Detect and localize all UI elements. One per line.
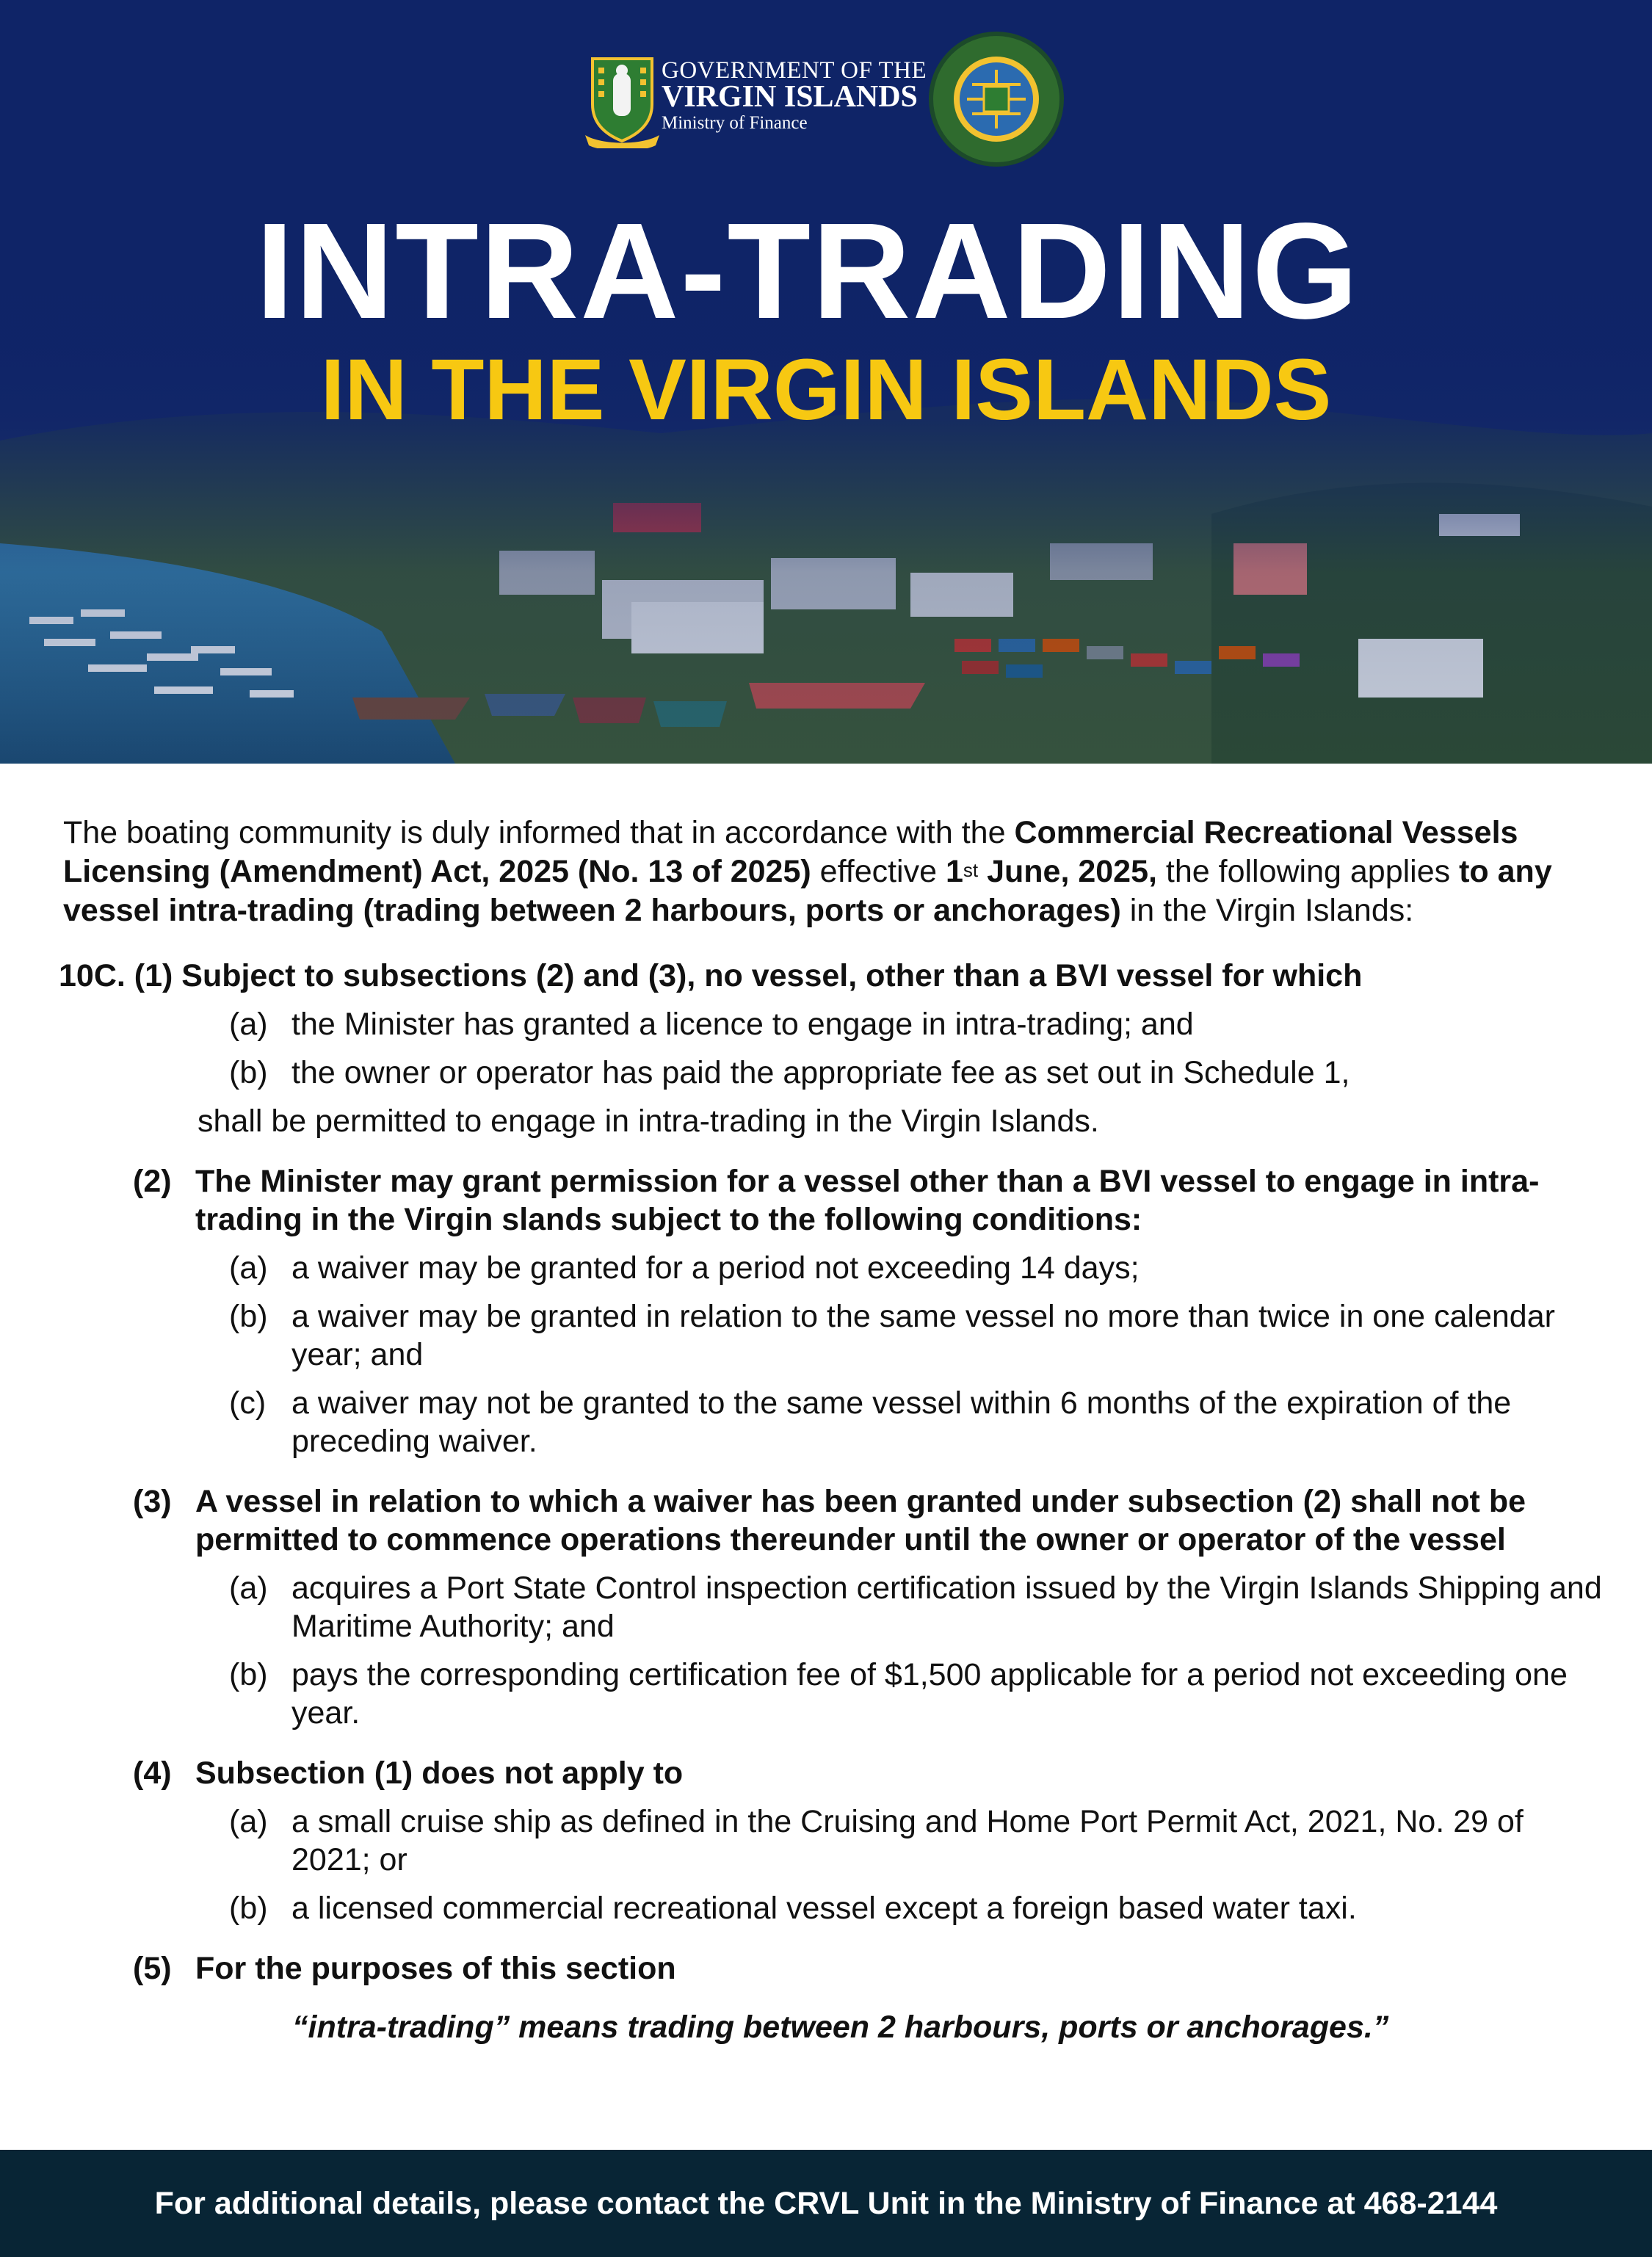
item-text: the Minister has granted a licence to engage in intra-trading; and <box>291 1007 1194 1042</box>
section-10c-1 <box>59 957 1605 1140</box>
act-name: Commercial Recreational Vessels Licensing (Amendment) Act, 2025 (No. 13 of 2025) <box>63 815 1518 889</box>
item-label: (c) <box>229 1385 267 1421</box>
intro-text: the following applies <box>1156 854 1460 889</box>
subsection-number: (2) <box>133 1164 172 1199</box>
item-text: a waiver may not be granted to the same vessel within 6 months of the expiration of the preceding waiver. <box>291 1385 1512 1459</box>
customs-seal-icon <box>927 29 1066 169</box>
list-item <box>63 1054 1605 1092</box>
list-item <box>63 1249 1605 1287</box>
item-label: (b) <box>229 1891 268 1926</box>
page-subtitle: IN THE VIRGIN ISLANDS <box>320 341 1332 438</box>
subsection-heading-text: For the purposes of this section <box>195 1951 676 1986</box>
list-item <box>63 1656 1605 1732</box>
intro-scope: to any vessel intra-trading (trading between 2 harbours, ports or anchorages) <box>63 854 1552 928</box>
notice-body <box>59 814 1605 2046</box>
intro-text: The boating community is duly informed that in accordance with the <box>63 815 1015 850</box>
item-text: a small cruise ship as defined in the Cruising and Home Port Permit Act, 2021, No. 29 of 2021; or <box>291 1804 1524 1877</box>
government-logo-line3: Ministry of Finance <box>662 113 808 133</box>
item-text: a licensed commercial recreational vessel except a foreign based water taxi. <box>291 1891 1357 1926</box>
section-closing: shall be permitted to engage in intra-trading in the Virgin Islands. <box>198 1104 1099 1139</box>
item-text: acquires a Port State Control inspection certification issued by the Virgin Islands Shipping and Maritime Authority; and <box>291 1571 1602 1644</box>
definition-text: “intra-trading” means trading between 2 harbours, ports or anchorages.” <box>292 2010 1389 2045</box>
subsection-heading <box>63 1754 1605 1792</box>
list-item <box>63 1569 1605 1645</box>
subsection-heading-text: The Minister may grant permission for a vessel other than a BVI vessel to engage in intra-trading in the Virgin slands subject to the following conditions: <box>195 1164 1540 1237</box>
list-item <box>63 1384 1605 1460</box>
list-item <box>63 1297 1605 1374</box>
effective-day-suffix: st <box>963 859 979 881</box>
government-logo <box>584 53 927 148</box>
item-text: a waiver may be granted in relation to the same vessel no more than twice in one calendar year; and <box>291 1299 1555 1372</box>
intro-text: in the Virgin Islands: <box>1120 893 1414 928</box>
item-text: a waiver may be granted for a period not exceeding 14 days; <box>291 1250 1140 1286</box>
subsection-2 <box>63 1162 1605 1460</box>
item-label: (b) <box>229 1055 268 1090</box>
subsection-number: (5) <box>133 1951 172 1986</box>
list-item <box>63 1803 1605 1879</box>
subsection-5 <box>63 1949 1605 2046</box>
item-text: pays the corresponding certification fee of $1,500 applicable for a period not exceeding one year. <box>291 1657 1568 1731</box>
subsection-number: (3) <box>133 1484 172 1519</box>
effective-month-year: June, 2025, <box>978 854 1157 889</box>
item-label: (a) <box>229 1804 268 1839</box>
government-logo-line1: GOVERNMENT OF THE <box>662 57 927 84</box>
header-logos <box>0 0 1652 176</box>
subsection-heading-text: A vessel in relation to which a waiver has been granted under subsection (2) shall not be permitted to commence operations thereunder until the owner or operator of the vessel <box>195 1484 1526 1557</box>
list-item <box>63 1005 1605 1043</box>
government-logo-line2: VIRGIN ISLANDS <box>662 80 918 114</box>
coat-of-arms-icon <box>584 53 661 148</box>
intro-text: effective <box>811 854 946 889</box>
subsection-heading-text: Subsection (1) does not apply to <box>195 1756 684 1791</box>
item-label: (a) <box>229 1007 268 1042</box>
subsection-heading <box>63 1482 1605 1559</box>
footer-text: For additional details, please contact the CRVL Unit in the Ministry of Finance at 468-2144 <box>154 2186 1498 2221</box>
item-text: the owner or operator has paid the appropriate fee as set out in Schedule 1, <box>291 1055 1350 1090</box>
item-label: (a) <box>229 1250 268 1286</box>
list-item <box>63 1889 1605 1927</box>
page-title: INTRA-TRADING <box>256 195 1360 347</box>
subsection-number: (4) <box>133 1756 172 1791</box>
item-label: (b) <box>229 1657 268 1692</box>
subsection-heading <box>63 1162 1605 1239</box>
contact-footer <box>0 2150 1652 2257</box>
section-heading: 10C. (1) Subject to subsections (2) and (3), no vessel, other than a BVI vessel for which <box>59 958 1363 993</box>
intro-paragraph <box>63 814 1605 930</box>
hero-banner <box>0 0 1652 764</box>
subsection-4 <box>63 1754 1605 1927</box>
item-label: (a) <box>229 1571 268 1606</box>
subsection-3 <box>63 1482 1605 1732</box>
effective-day: 1 <box>945 854 963 889</box>
subsection-heading <box>63 1949 1605 1988</box>
item-label: (b) <box>229 1299 268 1334</box>
